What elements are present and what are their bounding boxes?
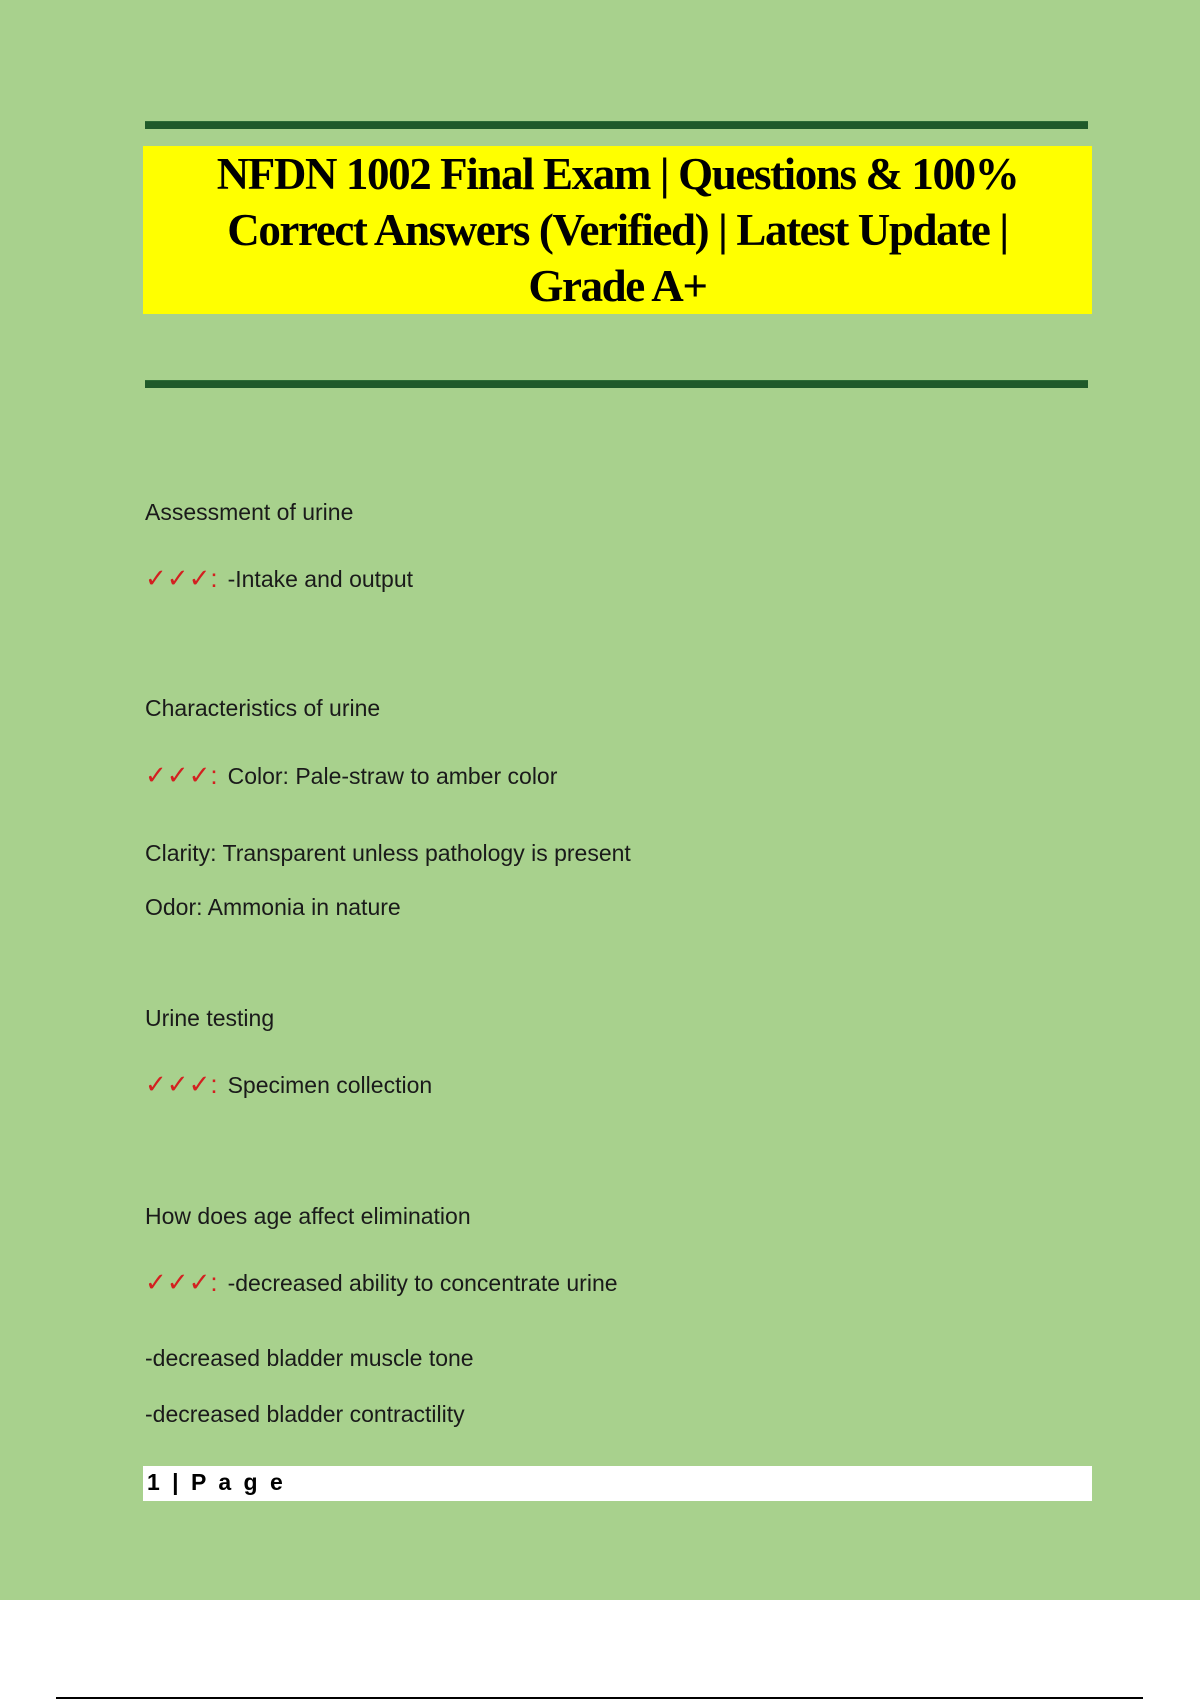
question-text: Assessment of urine xyxy=(145,499,354,525)
question-text: How does age affect elimination xyxy=(145,1203,471,1229)
check-marks-icon: ✓✓✓: xyxy=(145,1069,218,1099)
answer-text: Color: Pale-straw to amber color xyxy=(227,763,558,789)
answer-extra-line: Odor: Ammonia in nature xyxy=(145,894,401,920)
answer-text: Specimen collection xyxy=(227,1072,433,1098)
answer-text: -Intake and output xyxy=(227,566,414,592)
check-marks-icon: ✓✓✓: xyxy=(145,1267,218,1297)
title-banner xyxy=(143,146,1092,314)
answer-line xyxy=(145,760,557,791)
question-text: Characteristics of urine xyxy=(145,695,381,721)
check-marks-icon: ✓✓✓: xyxy=(145,760,218,790)
answer-line xyxy=(145,1267,618,1298)
question-text: Urine testing xyxy=(145,1005,275,1031)
page-number: 1 | P a g e xyxy=(147,1469,286,1495)
document-title: NFDN 1002 Final Exam | Questions & 100% Correct Answers (Verified) | Latest Update | Grade A+ xyxy=(216,149,1019,311)
answer-line xyxy=(145,563,413,594)
top-rule xyxy=(145,121,1088,129)
answer-line xyxy=(145,1069,432,1100)
bottom-rule xyxy=(145,380,1088,388)
answer-extra-line: Clarity: Transparent unless pathology is present xyxy=(145,840,631,866)
bottom-divider xyxy=(56,1697,1143,1699)
page-footer xyxy=(143,1466,1092,1501)
check-marks-icon: ✓✓✓: xyxy=(145,563,218,593)
answer-text: -decreased ability to concentrate urine xyxy=(227,1270,618,1296)
answer-extra-line: -decreased bladder contractility xyxy=(145,1401,465,1427)
answer-extra-line: -decreased bladder muscle tone xyxy=(145,1345,474,1371)
